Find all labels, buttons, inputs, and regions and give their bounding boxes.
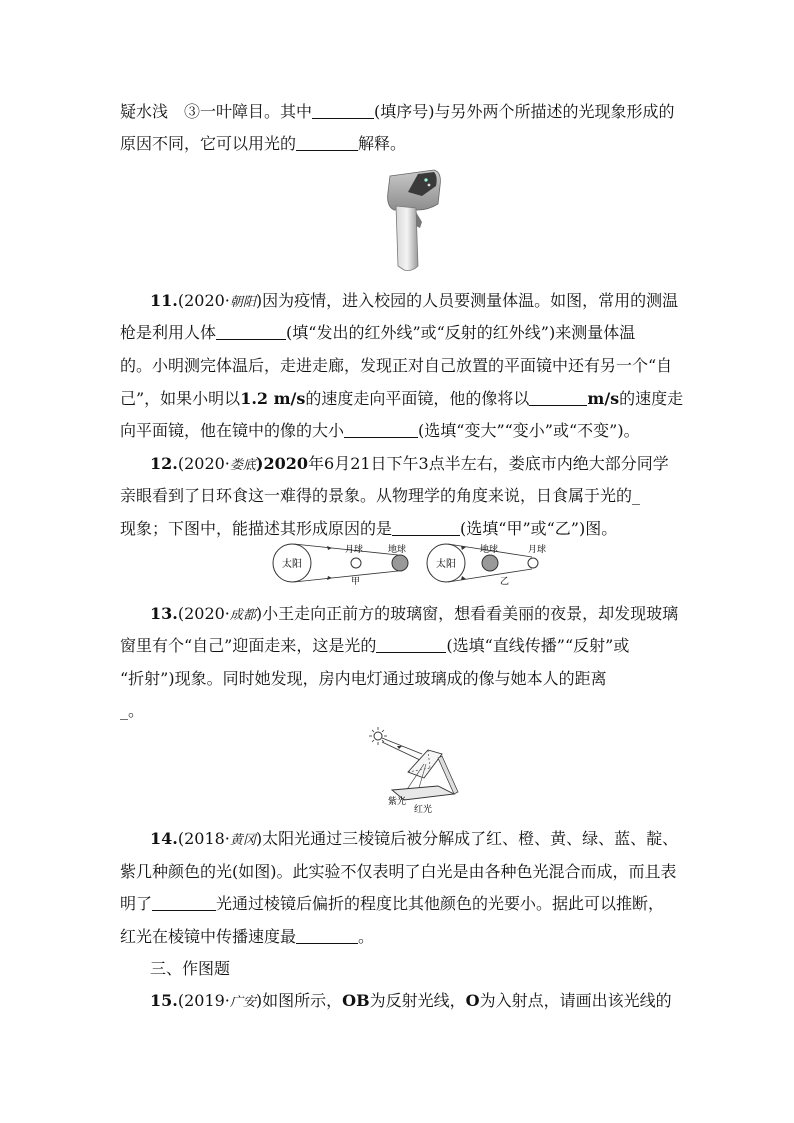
q11-line-1: 11.(2020·朝阳)因为疫情，进入校园的人员要测量体温。如图，常用的测温 (150, 291, 679, 310)
q13-line-2: 窗里有个“自己”迎面走来，这是光的 (选填“直线传播”“反射”或 (120, 636, 630, 655)
q11-line-2: 枪是利用人体 (填“发出的红外线”或“反射的红外线”)来测量体温 (120, 323, 636, 342)
q12-line-3: 现象；下图中，能描述其形成原因的是 (选填“甲”或“乙”)图。 (120, 519, 618, 538)
q11-line-5: 向平面镜，他在镜中的像的大小 (选填“变大”“变小”或“不变”)。 (120, 421, 640, 440)
q13-line-4: _。 (120, 701, 145, 720)
q12-line-2: 亲眼看到了日环食这一难得的景象。从物理学的角度来说，日食属于光的_ (120, 486, 641, 505)
moon-label: 月球 (345, 545, 364, 555)
prism-dispersion-figure (358, 724, 468, 814)
violet-light-label: 紫光 (388, 797, 407, 807)
answer-blank[interactable] (312, 102, 374, 119)
sun-label: 太阳 (436, 559, 456, 570)
q12-line-1: 12.(2020·娄底)2020年6月21日下午3点半左右，娄底市内绝大部分同学 (150, 454, 669, 473)
answer-blank[interactable] (216, 323, 286, 340)
sun-icon (374, 732, 382, 740)
q14-line-1: 14.(2018·黄冈)太阳光通过三棱镜后被分解成了红、橙、黄、绿、蓝、靛、 (150, 829, 679, 848)
q14-line-2: 紫几种颜色的光(如图)。此实验不仅表明了白光是由各种色光混合而成，而且表 (120, 862, 677, 881)
moon-circle (351, 558, 361, 568)
q14-line-4: 红光在棱镜中传播速度最 。 (120, 927, 375, 946)
answer-blank[interactable] (152, 894, 216, 911)
thermometer-gun-figure (382, 166, 444, 274)
answer-blank[interactable] (392, 519, 460, 536)
answer-blank[interactable] (296, 927, 358, 944)
moon-label: 月球 (528, 545, 547, 555)
q14-line-3: 明了 光通过棱镜后偏折的程度比其他颜色的光要小。据此可以推断， (120, 894, 665, 913)
q11-line-4: 己”，如果小明以1.2 m/s的速度走向平面镜，他的像将以 m/s的速度走 (120, 389, 684, 408)
q10-line-2: 原因不同，它可以用光的 解释。 (120, 134, 407, 153)
earth-circle (392, 555, 408, 571)
answer-blank[interactable] (344, 421, 418, 438)
eclipse-figure (270, 540, 560, 590)
figure-label-jia: 甲 (351, 577, 361, 587)
sun-label: 太阳 (282, 559, 302, 570)
q15-line-1: 15.(2019·广安)如图所示，OB为反射光线，O为入射点，请画出该光线的 (150, 991, 672, 1010)
q11-line-3: 的。小明测完体温后，走进走廊，发现正对自己放置的平面镜中还有另一个“自 (120, 356, 673, 375)
q13-line-1: 13.(2020·成都)小王走向正前方的玻璃窗，想看看美丽的夜景，却发现玻璃 (150, 604, 679, 623)
answer-blank[interactable] (296, 134, 358, 151)
moon-circle (528, 558, 538, 568)
figure-label-yi: 乙 (500, 577, 510, 587)
earth-circle (482, 555, 498, 571)
q13-line-3: “折射”)现象。同时她发现，房内电灯通过玻璃成的像与她本人的距离 (120, 669, 607, 688)
q10-line-1: 疑水浅 ③一叶障目。其中 (填序号)与另外两个所描述的光现象形成的 (120, 102, 675, 121)
red-light-label: 红光 (414, 805, 433, 814)
answer-blank[interactable] (376, 636, 446, 653)
answer-blank[interactable] (529, 389, 587, 406)
earth-label: 地球 (480, 545, 499, 555)
earth-label: 地球 (388, 545, 407, 555)
section-heading: 三、作图题 (150, 959, 231, 978)
